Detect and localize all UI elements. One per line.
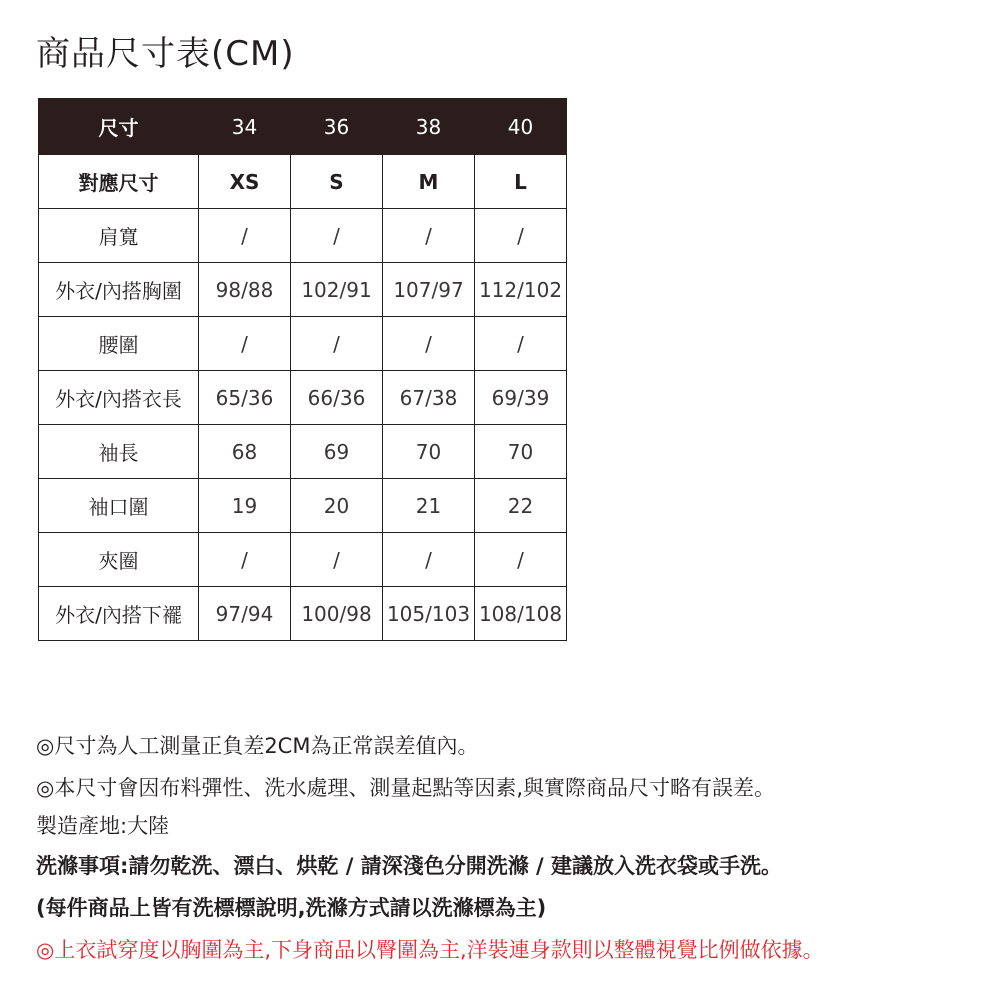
table-cell: 21 <box>383 479 475 533</box>
table-cell: 69 <box>291 425 383 479</box>
table-cell: 68 <box>199 425 291 479</box>
note-size-variance: ◎本尺寸會因布料彈性、洗水處理、測量起點等因素,與實際商品尺寸略有誤差。 <box>36 776 775 800</box>
table-cell: / <box>199 317 291 371</box>
table-cell: S <box>291 155 383 209</box>
table-cell: / <box>383 209 475 263</box>
header-cell-size: 尺寸 <box>39 99 199 155</box>
row-label: 袖長 <box>39 425 199 479</box>
table-cell: 98/88 <box>199 263 291 317</box>
table-cell: / <box>199 533 291 587</box>
table-cell: / <box>383 533 475 587</box>
table-cell: 65/36 <box>199 371 291 425</box>
header-cell-34: 34 <box>199 99 291 155</box>
table-cell: 108/108 <box>475 587 567 641</box>
size-table <box>38 98 567 641</box>
header-cell-40: 40 <box>475 99 567 155</box>
table-row-length <box>39 371 567 425</box>
page-title: 商品尺寸表(CM) <box>36 34 295 74</box>
note-measurement-tolerance: ◎尺寸為人工測量正負差2CM為正常誤差值內。 <box>36 734 479 758</box>
table-cell: 20 <box>291 479 383 533</box>
table-cell: L <box>475 155 567 209</box>
table-header-row <box>39 99 567 155</box>
table-row-hem <box>39 587 567 641</box>
table-row-waist <box>39 317 567 371</box>
table-cell: 66/36 <box>291 371 383 425</box>
table-cell: 105/103 <box>383 587 475 641</box>
table-cell: / <box>475 317 567 371</box>
table-cell: / <box>291 209 383 263</box>
table-row-shoulder <box>39 209 567 263</box>
table-cell: XS <box>199 155 291 209</box>
table-cell: 100/98 <box>291 587 383 641</box>
note-washing-instructions: 洗滌事項:請勿乾洗、漂白、烘乾 / 請深淺色分開洗滌 / 建議放入洗衣袋或手洗。 <box>36 854 782 878</box>
table-row-sleeve-length <box>39 425 567 479</box>
table-row-armhole <box>39 533 567 587</box>
row-label: 外衣/內搭衣長 <box>39 371 199 425</box>
row-label: 袖口圍 <box>39 479 199 533</box>
table-row-cuff <box>39 479 567 533</box>
table-row-corresponding-size <box>39 155 567 209</box>
row-label: 腰圍 <box>39 317 199 371</box>
table-cell: / <box>199 209 291 263</box>
table-cell: 67/38 <box>383 371 475 425</box>
note-fit-guide: ◎上衣試穿度以胸圍為主,下身商品以臀圍為主,洋裝連身款則以整體視覺比例做依據。 <box>36 938 824 962</box>
row-label: 外衣/內搭下襬 <box>39 587 199 641</box>
notes-section <box>36 734 996 962</box>
table-cell: / <box>383 317 475 371</box>
header-cell-36: 36 <box>291 99 383 155</box>
note-origin: 製造產地:大陸 <box>36 814 170 838</box>
table-cell: 107/97 <box>383 263 475 317</box>
table-cell: / <box>291 533 383 587</box>
table-cell: / <box>475 533 567 587</box>
table-cell: / <box>291 317 383 371</box>
table-cell: M <box>383 155 475 209</box>
table-cell: 97/94 <box>199 587 291 641</box>
row-label: 夾圈 <box>39 533 199 587</box>
table-cell: 22 <box>475 479 567 533</box>
table-cell: 70 <box>383 425 475 479</box>
table-cell: / <box>475 209 567 263</box>
row-label: 外衣/內搭胸圍 <box>39 263 199 317</box>
table-cell: 102/91 <box>291 263 383 317</box>
table-cell: 70 <box>475 425 567 479</box>
table-cell: 112/102 <box>475 263 567 317</box>
table-cell: 19 <box>199 479 291 533</box>
row-label: 對應尺寸 <box>39 155 199 209</box>
table-row-chest <box>39 263 567 317</box>
header-cell-38: 38 <box>383 99 475 155</box>
row-label: 肩寬 <box>39 209 199 263</box>
note-washing-label: (每件商品上皆有洗標標說明,洗滌方式請以洗滌標為主) <box>36 896 547 920</box>
table-cell: 69/39 <box>475 371 567 425</box>
